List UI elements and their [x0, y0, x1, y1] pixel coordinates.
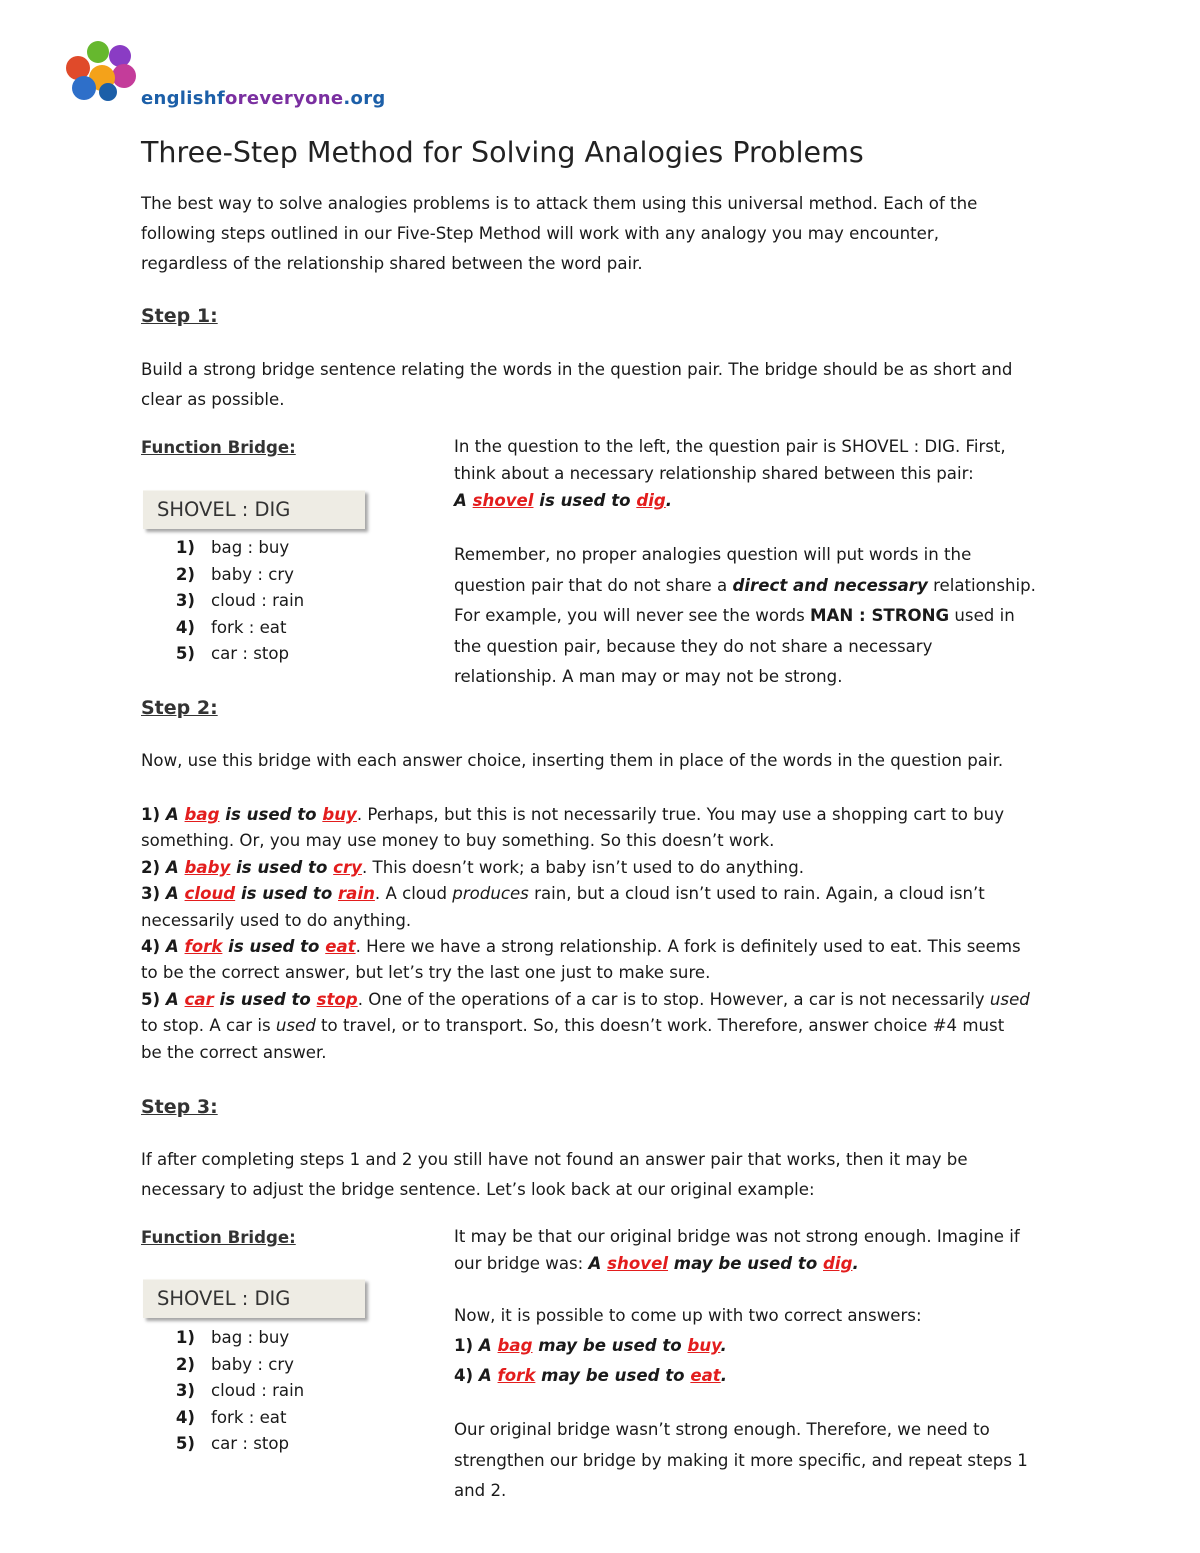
step1-line: Build a strong bridge sentence relating the words in the question pair. The bridge should be as short and	[141, 360, 1013, 379]
bridge-word: bag	[184, 805, 220, 824]
answer-line	[141, 855, 1030, 881]
option-text: cloud : rain	[211, 591, 305, 610]
step1-line: clear as possible.	[141, 390, 285, 409]
option-num: 5)	[175, 644, 195, 663]
text-span: relationship.	[927, 575, 1036, 595]
bridge-word: bag	[497, 1336, 533, 1355]
page-title: Three-Step Method for Solving Analogies Problems	[141, 136, 864, 169]
function-bridge-label: Function Bridge:	[141, 438, 296, 457]
answer-rest: to stop. A car is	[141, 1016, 276, 1036]
list-item	[141, 565, 401, 592]
bridge-word: is used to	[222, 936, 326, 956]
bridge-word: rain	[338, 884, 375, 904]
answer-options	[141, 538, 401, 671]
answer-line: to be the correct answer, but let’s try the last one just to make sure.	[141, 963, 711, 983]
bridge-word: buy	[322, 805, 357, 824]
explanation-line: and 2.	[454, 1481, 507, 1500]
answer-line: be the correct answer.	[141, 1042, 327, 1062]
option-text: cloud : rain	[211, 1381, 305, 1400]
step3-explanation	[454, 1227, 1028, 1507]
list-item	[141, 644, 401, 671]
emphasis: used	[275, 1016, 316, 1036]
option-num: 3)	[175, 591, 195, 610]
puzzle-logo-icon	[64, 40, 140, 102]
emphasis: used	[989, 989, 1030, 1009]
step3-heading: Step 3:	[141, 1096, 218, 1118]
answer-rest: rain, but a cloud isn’t used to rain. Again, a cloud isn’t	[528, 884, 985, 904]
step3-text	[141, 1145, 968, 1205]
answer-num: 5)	[141, 989, 166, 1009]
answer-num: 1)	[141, 805, 166, 824]
bridge-word: is used to	[533, 491, 637, 510]
logo-text-c: .org	[343, 88, 386, 109]
answer-rest: Perhaps, but this is not necessarily true. You may use a shopping cart to buy	[362, 805, 1005, 824]
option-text: bag : buy	[211, 538, 290, 557]
list-item	[141, 538, 401, 565]
bridge-word: .	[356, 805, 363, 824]
answer-line: necessarily used to do anything.	[141, 910, 412, 930]
bridge-word: A	[165, 884, 185, 904]
bridge-word: .	[355, 936, 361, 956]
option-text: baby : cry	[211, 1354, 294, 1374]
explanation-line: It may be that our original bridge was not strong enough. Imagine if	[454, 1227, 1020, 1246]
explanation-line: Our original bridge wasn’t strong enough. Therefore, we need to	[454, 1420, 990, 1439]
bridge-word: A	[165, 936, 185, 956]
emphasis: direct and necessary	[732, 575, 928, 595]
explanation-line	[454, 1254, 1028, 1281]
bridge-word: is used to	[235, 884, 338, 904]
bridge-word: .	[357, 989, 363, 1009]
explanation-line	[454, 1366, 1028, 1396]
bridge-word: dig	[636, 491, 666, 510]
bridge-word: A	[478, 1366, 498, 1385]
bridge-word: A	[165, 805, 185, 824]
list-item	[141, 1355, 401, 1382]
logo-text-a: englishf	[141, 88, 226, 109]
question-pair-box	[143, 490, 365, 529]
option-num: 4)	[175, 1407, 195, 1427]
option-num: 1)	[175, 1328, 195, 1347]
list-item	[141, 1381, 401, 1408]
text-span: For example, you will never see the words	[454, 606, 811, 625]
intro-line: The best way to solve analogies problems is to attack them using this universal method. Each of the	[141, 194, 978, 213]
question-pair: SHOVEL : DIG	[157, 1287, 291, 1310]
list-item	[141, 1434, 401, 1461]
bridge-word: is used to	[213, 989, 317, 1009]
explanation-line	[454, 601, 1036, 632]
answer-rest: to travel, or to transport. So, this doesn’t work. Therefore, answer choice #4 must	[315, 1016, 1005, 1036]
option-text: car : stop	[211, 644, 290, 663]
explanation-line: Now, it is possible to come up with two correct answers:	[454, 1306, 922, 1325]
function-bridge-label: Function Bridge:	[141, 1228, 296, 1247]
step1-explanation	[454, 437, 1036, 693]
explanation-line: In the question to the left, the question pair is SHOVEL : DIG. First,	[454, 437, 1006, 456]
list-item	[141, 1408, 401, 1435]
answer-line	[141, 934, 1030, 960]
bridge-word: .	[720, 1366, 728, 1385]
explanation-line	[454, 1336, 1028, 1366]
bridge-word: dig	[823, 1254, 853, 1273]
step1-text	[141, 355, 1012, 415]
intro-line: regardless of the relationship shared between the word pair.	[141, 254, 643, 273]
explanation-line: strengthen our bridge by making it more specific, and repeat steps 1	[454, 1450, 1028, 1470]
step3-line: necessary to adjust the bridge sentence. Let’s look back at our original example:	[141, 1180, 815, 1199]
answer-rest: This doesn’t work; a baby isn’t used to do anything.	[367, 857, 805, 877]
bridge-word: A	[165, 989, 185, 1009]
explanation-line: Remember, no proper analogies question will put words in the	[454, 545, 972, 564]
step1-heading: Step 1:	[141, 305, 218, 327]
bridge-word: stop	[316, 989, 358, 1009]
bridge-word: fork	[184, 936, 223, 956]
question-pair-box	[143, 1279, 365, 1318]
list-item	[141, 618, 401, 645]
text-span: our bridge was:	[454, 1254, 589, 1273]
explanation-line: relationship. A man may or may not be strong.	[454, 667, 843, 686]
option-text: baby : cry	[211, 564, 294, 584]
answer-num: 3)	[141, 884, 166, 904]
answer-num: 4)	[141, 936, 166, 956]
option-num: 2)	[175, 564, 195, 584]
bridge-word: may be used to	[532, 1336, 688, 1355]
answer-line: something. Or, you may use money to buy something. So this doesn’t work.	[141, 831, 775, 851]
site-url[interactable]	[141, 88, 386, 109]
explanation-line: think about a necessary relationship shared between this pair:	[454, 464, 974, 483]
bridge-word: shovel	[607, 1254, 669, 1273]
bridge-word: cry	[333, 857, 362, 877]
bridge-word: is used to	[230, 857, 334, 877]
bridge-word: buy	[687, 1336, 721, 1355]
option-num: 2)	[175, 1354, 195, 1374]
bridge-word: .	[665, 491, 673, 510]
text-span: question pair that do not share a	[454, 575, 733, 595]
step3-line: If after completing steps 1 and 2 you still have not found an answer pair that works, then it may be	[141, 1150, 968, 1169]
explanation-line	[454, 571, 1036, 602]
answer-num: 4)	[454, 1366, 479, 1385]
option-num: 4)	[175, 617, 195, 637]
option-num: 5)	[175, 1434, 195, 1453]
bridge-word: .	[362, 857, 368, 877]
bridge-word: .	[720, 1336, 727, 1355]
bridge-word: is used to	[219, 805, 323, 824]
intro-paragraph	[141, 189, 977, 279]
bridge-word: eat	[690, 1366, 721, 1385]
answer-line	[141, 1013, 1030, 1039]
list-item	[141, 1328, 401, 1355]
bridge-word: .	[374, 884, 381, 904]
option-num: 3)	[175, 1381, 195, 1400]
option-num: 1)	[175, 538, 195, 557]
step2-heading: Step 2:	[141, 697, 218, 719]
bridge-sentence	[454, 491, 1036, 518]
site-logo[interactable]	[64, 40, 140, 102]
text-span: used in	[949, 606, 1015, 625]
bridge-word: baby	[184, 857, 231, 877]
answer-rest: A cloud	[380, 884, 453, 904]
bridge-word: shovel	[472, 491, 534, 510]
bridge-word: cloud	[184, 884, 236, 904]
bridge-word: A	[165, 857, 185, 877]
answer-line	[141, 987, 1030, 1013]
emphasis: produces	[452, 884, 529, 904]
answer-analysis	[141, 802, 1030, 1066]
answer-num: 2)	[141, 857, 166, 877]
option-text: fork : eat	[211, 1407, 287, 1427]
bridge-word: .	[852, 1254, 859, 1273]
option-text: car : stop	[211, 1434, 290, 1453]
bridge-word: A	[478, 1336, 498, 1355]
answer-rest: Here we have a strong relationship. A fork is definitely used to eat. This seems	[360, 936, 1021, 956]
answer-num: 1)	[454, 1336, 479, 1355]
list-item	[141, 591, 401, 618]
answer-rest: One of the operations of a car is to stop. However, a car is not necessarily	[362, 989, 990, 1009]
option-text: fork : eat	[211, 617, 287, 637]
bridge-word: may be used to	[668, 1254, 823, 1273]
logo-text-b: oreveryone	[225, 88, 344, 109]
answer-options	[141, 1328, 401, 1461]
bridge-word: car	[184, 989, 214, 1009]
answer-line	[141, 881, 1030, 907]
bridge-word: A	[454, 491, 473, 510]
bridge-word: fork	[497, 1366, 536, 1385]
intro-line: following steps outlined in our Five-Step Method will work with any analogy you may encounter,	[141, 224, 939, 243]
answer-line	[141, 802, 1030, 828]
bridge-word: may be used to	[535, 1366, 691, 1385]
bridge-word: eat	[325, 936, 356, 956]
emphasis: MAN : STRONG	[810, 606, 950, 625]
step2-text: Now, use this bridge with each answer choice, inserting them in place of the words in the question pair.	[141, 751, 1004, 770]
explanation-line: the question pair, because they do not share a necessary	[454, 636, 933, 656]
option-text: bag : buy	[211, 1328, 290, 1347]
question-pair: SHOVEL : DIG	[157, 498, 291, 521]
bridge-word: A	[588, 1254, 608, 1273]
